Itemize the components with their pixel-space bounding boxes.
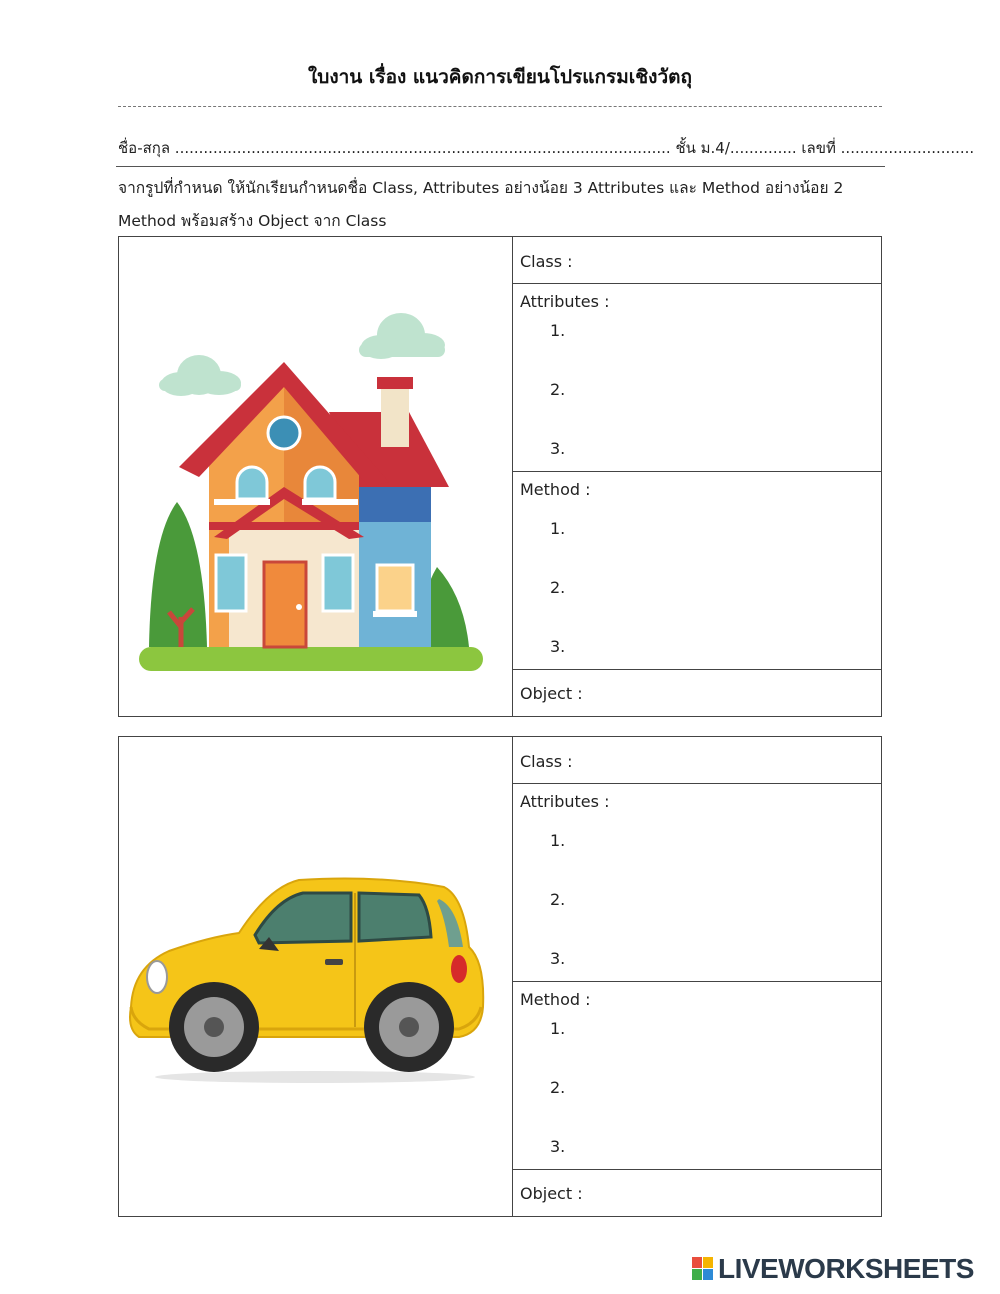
attribute-item: 2. [550, 380, 566, 399]
method-label: Method : [520, 990, 591, 1009]
house-image [119, 237, 513, 716]
method-item: 2. [550, 578, 566, 597]
logo-badge-icon [692, 1257, 714, 1281]
method-item: 3. [550, 1137, 566, 1156]
worksheet-block-house [118, 236, 882, 717]
attribute-item: 1. [550, 831, 566, 850]
method-item: 2. [550, 1078, 566, 1097]
method-item: 1. [550, 1019, 566, 1038]
horizontal-rule [116, 166, 885, 167]
worksheet-block-car [118, 736, 882, 1217]
method-label: Method : [520, 480, 591, 499]
object-row [512, 1170, 881, 1216]
instruction-text: จากรูปที่กำหนด ให้นักเรียนกำหนดชื่อ Class, Attributes อย่างน้อย 3 Attributes และ Method อย่างน้อย 2 Method พร้อมสร้าง Object จาก Class [118, 179, 844, 230]
method-item: 1. [550, 519, 566, 538]
logo-text: LIVEWORKSHEETS [718, 1253, 974, 1284]
car-icon [119, 737, 512, 1216]
attributes-row [512, 284, 881, 472]
class-label: Class : [520, 252, 573, 271]
student-info-line: ชื่อ-สกุล ........................................................................................................ ชั้น ม.4/.............. เลขที่ ............................ [118, 139, 975, 157]
object-row [512, 670, 881, 716]
dashed-divider [118, 106, 882, 107]
page-title: ใบงาน เรื่อง แนวคิดการเขียนโปรแกรมเชิงวัตถุ [308, 66, 692, 88]
attribute-item: 2. [550, 890, 566, 909]
method-row [512, 982, 881, 1170]
class-row [512, 737, 881, 784]
object-label: Object : [520, 1184, 583, 1203]
car-image [119, 737, 513, 1216]
class-label: Class : [520, 752, 573, 771]
house-icon [119, 237, 512, 716]
attribute-item: 3. [550, 949, 566, 968]
attribute-item: 3. [550, 439, 566, 458]
class-row [512, 237, 881, 284]
attributes-row [512, 784, 881, 982]
attributes-label: Attributes : [520, 292, 610, 311]
method-item: 3. [550, 637, 566, 656]
attributes-label: Attributes : [520, 792, 610, 811]
liveworksheets-logo [692, 1253, 992, 1287]
method-row [512, 472, 881, 670]
object-label: Object : [520, 684, 583, 703]
attribute-item: 1. [550, 321, 566, 340]
